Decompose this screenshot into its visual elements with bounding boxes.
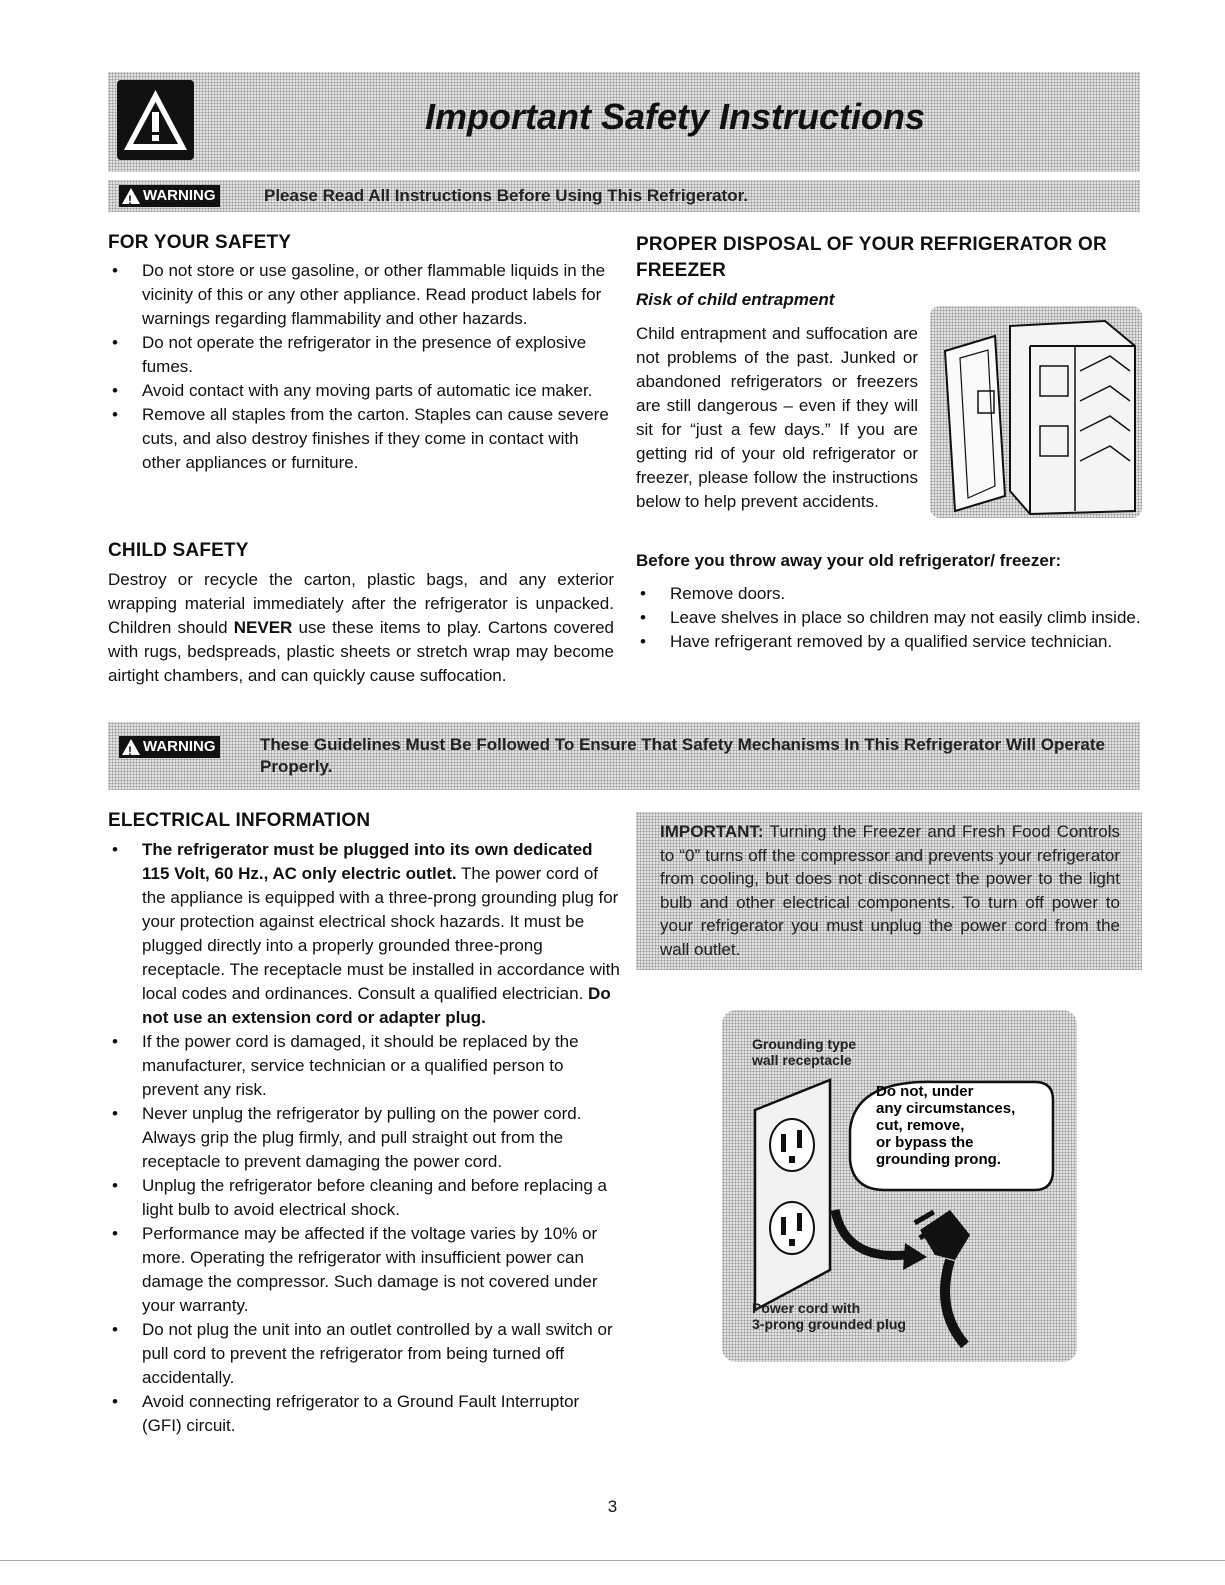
electrical-list-container (108, 838, 620, 1438)
for-your-safety-heading: FOR YOUR SAFETY (108, 232, 292, 253)
child-safety-heading: CHILD SAFETY (108, 540, 249, 561)
list-item: • Remove all staples from the carton. Staples can cause severe cuts, and also destroy finishes if they come in contact with other appliances or furniture. (108, 403, 616, 475)
list-item: • If the power cord is damaged, it should be replaced by the manufacturer, service technician or a qualified person to prevent any risk. (108, 1030, 620, 1102)
warning-triangle-icon (117, 80, 194, 160)
warning-bar-top (108, 180, 1140, 212)
warning-icon (122, 188, 140, 204)
receptacle-label: Grounding type wall receptacle (752, 1036, 857, 1068)
list-item: • Avoid contact with any moving parts of automatic ice maker. (108, 379, 616, 403)
list-item: • Do not operate the refrigerator in the presence of explosive fumes. (108, 331, 616, 379)
list-item: • Avoid connecting refrigerator to a Ground Fault Interruptor (GFI) circuit. (108, 1390, 620, 1438)
list-item: • Do not store or use gasoline, or other flammable liquids in the vicinity of this or any other appliance. Read product labels for warnings regarding flammability and other hazards. (108, 259, 616, 331)
power-cord-label: Power cord with 3-prong grounded plug (752, 1300, 906, 1332)
child-safety-text: Destroy or recycle the carton, plastic bags, and any exterior wrapping material immediately after the refrigerator is unpacked. Children should NEVER use these items to play. Cartons covered with rugs, bedspreads, plastic sheets or stretch wrap may become airtight chambers, and can quickly cause suffocation. (108, 570, 614, 685)
list-item: • Performance may be affected if the voltage varies by 10% or more. Operating the refrigerator with insufficient power can damage the compressor. Such damage is not covered under your warranty. (108, 1222, 620, 1318)
warning-text: Please Read All Instructions Before Using This Refrigerator. (264, 186, 748, 205)
disposal-list (636, 582, 1146, 654)
important-note-text: IMPORTANT: Turning the Freezer and Fresh Food Controls to “0” turns off the compressor and prevents your refrigerator from cooling, but does not disconnect the power to the light bulb and other electrical components. To turn off power to your refrigerator you must unplug the power cord from the wall outlet. (660, 822, 1120, 959)
electrical-heading: ELECTRICAL INFORMATION (108, 810, 371, 831)
warning-text: These Guidelines Must Be Followed To Ensure That Safety Mechanisms In This Refrigerator Will Operate Properly. (260, 735, 1105, 776)
refrigerator-icon (940, 316, 1140, 516)
list-item: • Do not plug the unit into an outlet controlled by a wall switch or pull cord to prevent the refrigerator from being turned off accidentally. (108, 1318, 620, 1390)
disposal-heading: PROPER DISPOSAL OF YOUR REFRIGERATOR OR FREEZER (636, 234, 1107, 281)
electrical-list (108, 838, 620, 1438)
warning-badge: ! WARNING (119, 185, 220, 207)
warning-badge: ! WARNING (119, 736, 220, 758)
list-item: • The refrigerator must be plugged into its own dedicated 115 Volt, 60 Hz., AC only electric outlet. The power cord of the appliance is equipped with a three-prong grounding plug for your protection against electrical shock hazards. It must be plugged directly into a properly grounded three-prong receptacle. The receptacle must be installed in accordance with local codes and ordinances. Consult a qualified electrician. Do not use an extension cord or adapter plug. (108, 838, 620, 1030)
page-title: Important Safety Instructions (424, 96, 926, 137)
disposal-subheading: Risk of child entrapment (636, 290, 835, 309)
for-your-safety-list-container (108, 259, 616, 475)
page-number: 3 (607, 1497, 618, 1516)
callout-text: Do not, under any circumstances, cut, remove, or bypass the grounding prong. (876, 1083, 1016, 1168)
bottom-divider (0, 1560, 1225, 1561)
list-item: • Unplug the refrigerator before cleaning and before replacing a light bulb to avoid electrical shock. (108, 1174, 620, 1222)
list-item: • Remove doors. (636, 582, 1146, 606)
list-item: • Have refrigerant removed by a qualified service technician. (636, 630, 1146, 654)
warning-bar-middle (108, 722, 1140, 790)
disposal-text: Child entrapment and suffocation are not problems of the past. Junked or abandoned refrigerators or freezers are still dangerous – even if they will sit for “just a few days.” If you are getting rid of your old refrigerator or freezer, please follow the instructions below to help prevent accidents. (636, 324, 918, 511)
for-your-safety-list (108, 259, 616, 475)
disposal-list-container (636, 582, 1146, 654)
list-item: • Never unplug the refrigerator by pulling on the power cord. Always grip the plug firmly, and pull straight out from the receptacle to prevent damaging the power cord. (108, 1102, 620, 1174)
list-item: • Leave shelves in place so children may not easily climb inside. (636, 606, 1146, 630)
before-throw-away-heading: Before you throw away your old refrigerator/ freezer: (636, 551, 1062, 570)
warning-icon (122, 739, 140, 755)
